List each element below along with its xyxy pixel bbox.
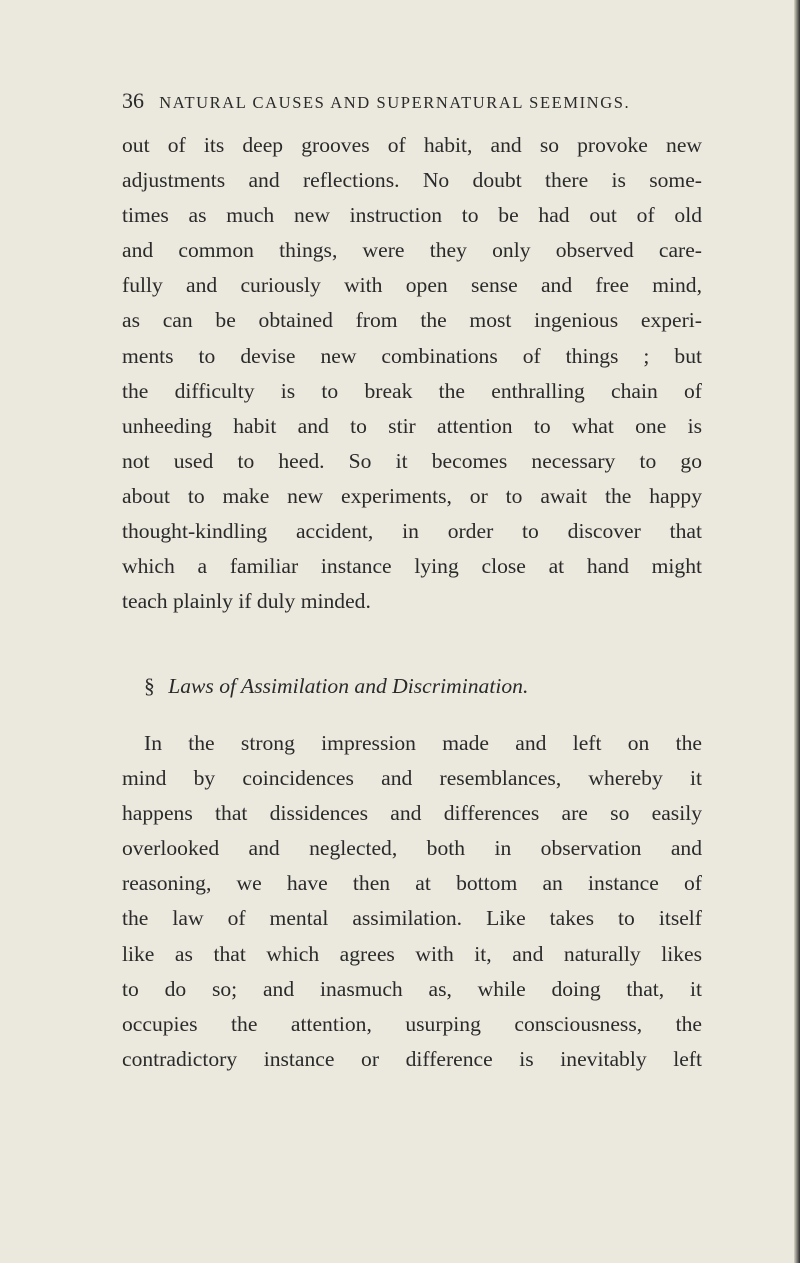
page-edge-shadow — [794, 0, 800, 1263]
text-line: teach plainly if duly minded. — [122, 589, 371, 614]
text-line: the difficulty is to break the enthralling chain of — [122, 378, 702, 403]
section-heading — [144, 674, 528, 699]
text-line: happens that dissidences and differences are so easily — [122, 801, 702, 826]
text-line: which a familiar instance lying close at hand might — [122, 554, 702, 579]
text-line: about to make new experiments, or to await the happy — [122, 483, 702, 508]
section-title: Laws of Assimilation and Discrimination. — [168, 674, 529, 698]
text-line: ments to devise new combinations of things ; but — [122, 343, 702, 368]
text-line: like as that which agrees with it, and naturally likes — [122, 941, 702, 966]
running-header — [122, 88, 630, 114]
text-line: out of its deep grooves of habit, and so provoke new — [122, 133, 702, 157]
text-line: to do so; and inasmuch as, while doing that, it — [122, 976, 702, 1001]
text-line: mind by coincidences and resemblances, whereby it — [122, 766, 702, 791]
text-line: the law of mental assimilation. Like takes to itself — [122, 906, 702, 931]
text-line: reasoning, we have then at bottom an instance of — [122, 871, 702, 896]
text-line: times as much new instruction to be had out of old — [122, 203, 702, 228]
text-line: overlooked and neglected, both in observation and — [122, 836, 702, 861]
paragraph-2 — [122, 726, 702, 1077]
text-line: not used to heed. So it becomes necessary to go — [122, 448, 702, 473]
text-line: In the strong impression made and left on the — [144, 731, 702, 755]
running-title: NATURAL CAUSES AND SUPERNATURAL SEEMINGS. — [159, 93, 631, 112]
paragraph-1 — [122, 128, 702, 619]
page-number: 36 — [122, 88, 144, 113]
text-line: adjustments and reflections. No doubt there is some- — [122, 168, 702, 193]
text-line: contradictory instance or difference is inevitably left — [122, 1046, 702, 1071]
text-line: as can be obtained from the most ingenious experi- — [122, 308, 702, 333]
text-line: unheeding habit and to stir attention to what one is — [122, 413, 702, 438]
text-line: thought-kindling accident, in order to discover that — [122, 519, 702, 544]
text-line: and common things, were they only observed care- — [122, 238, 702, 263]
text-line: fully and curiously with open sense and free mind, — [122, 273, 702, 298]
text-line: occupies the attention, usurping consciousness, the — [122, 1011, 702, 1036]
section-symbol: § — [144, 674, 155, 698]
